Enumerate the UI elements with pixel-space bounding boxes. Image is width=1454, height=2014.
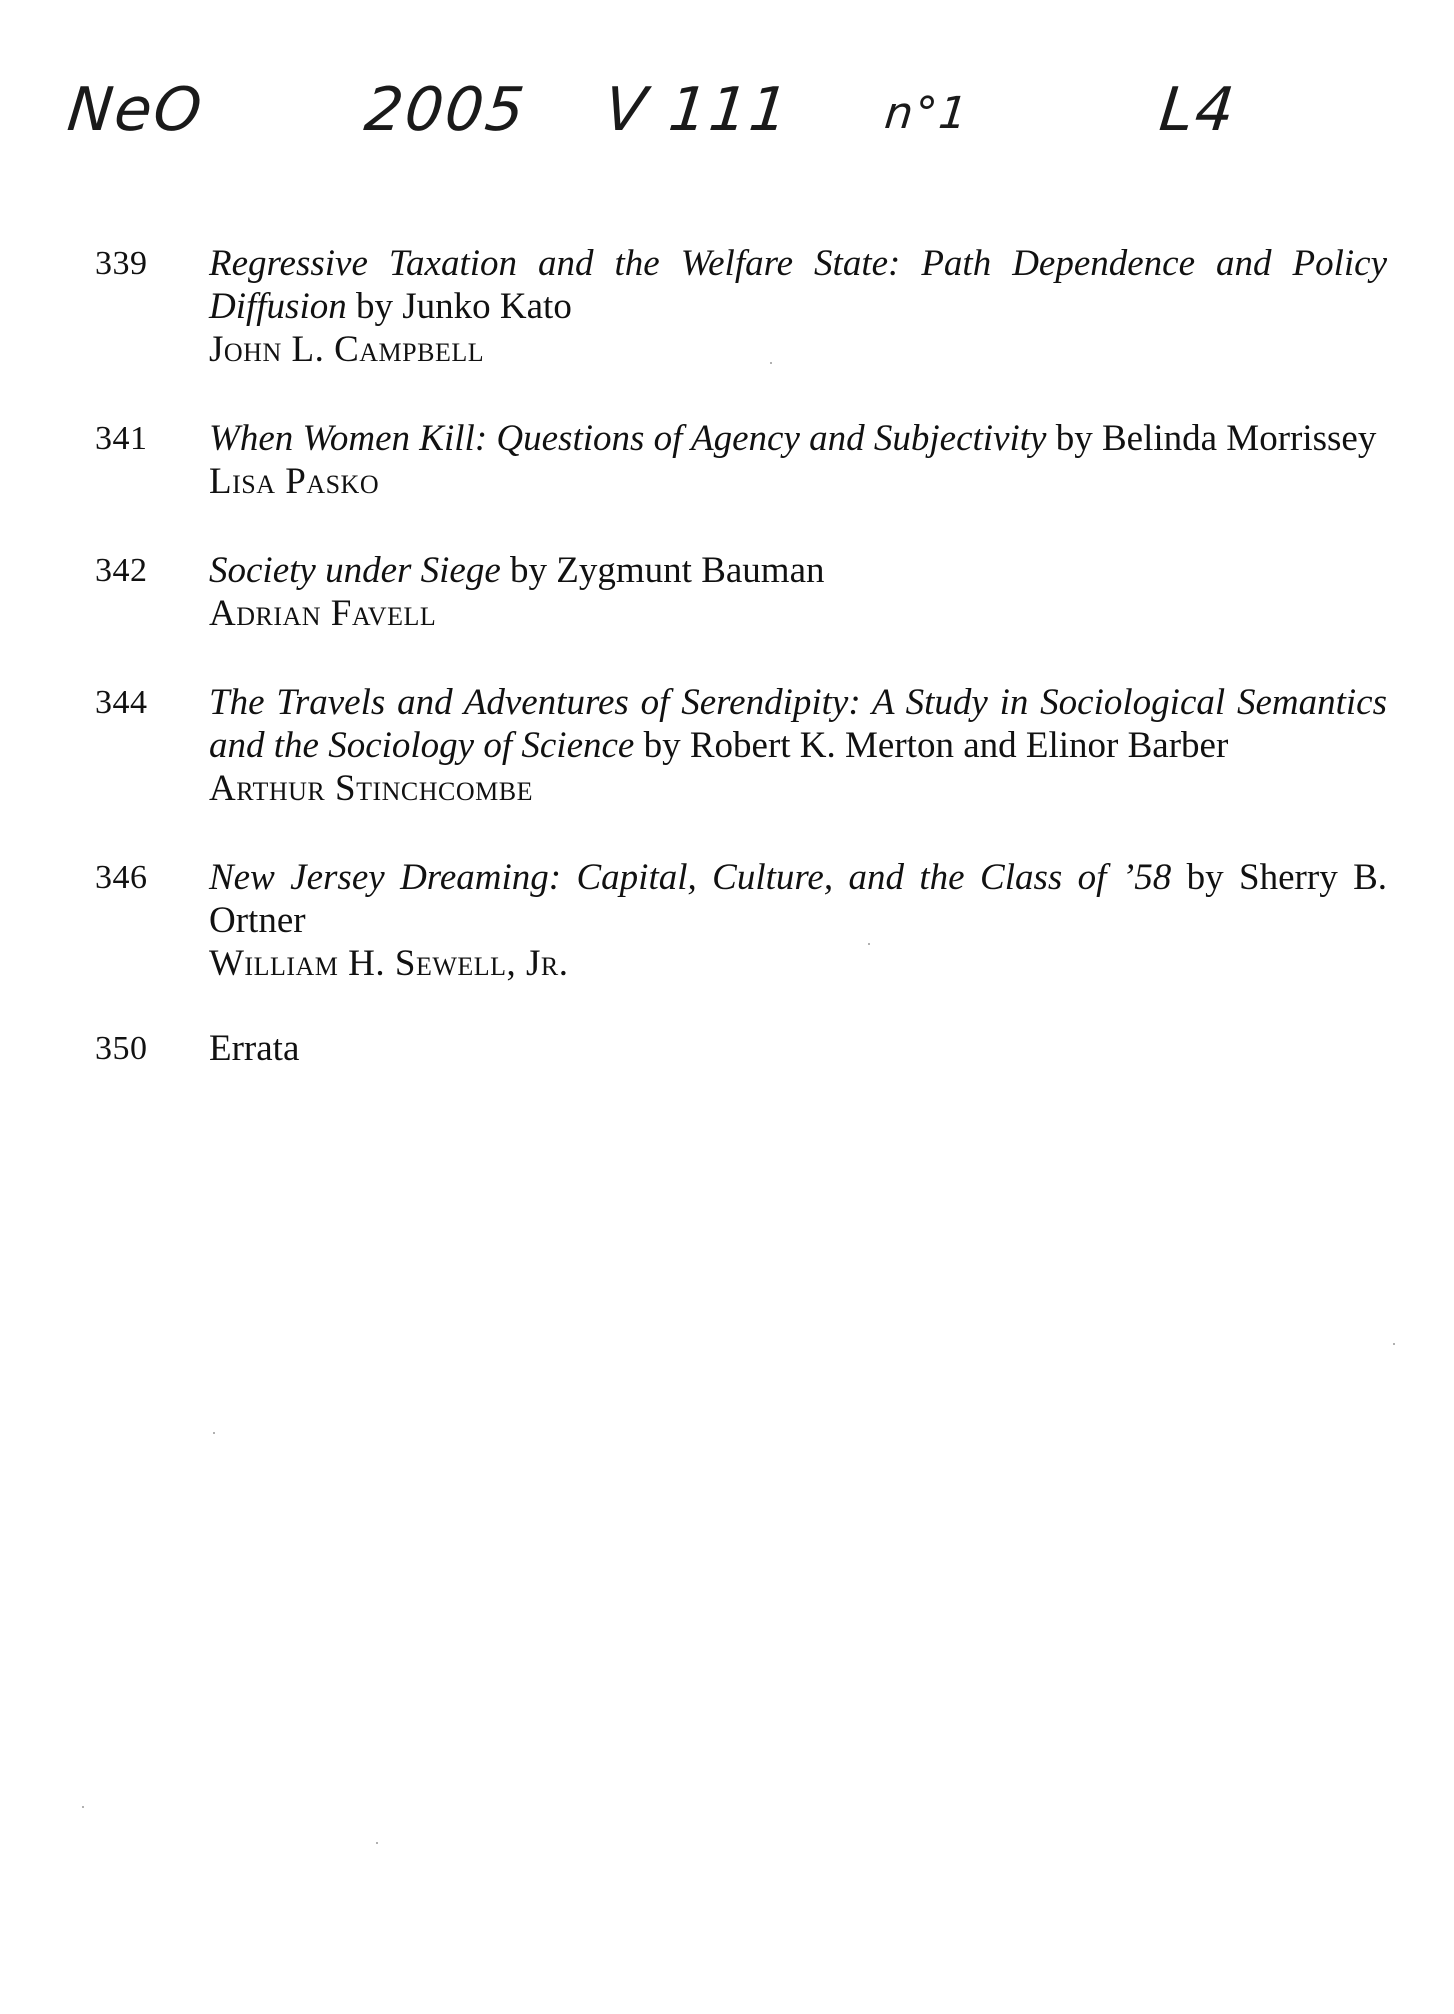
toc-entry — [95, 681, 1395, 810]
handwritten-year: 2005 — [361, 75, 530, 145]
scan-speck — [1393, 1343, 1395, 1345]
errata-label: Errata — [209, 1028, 300, 1069]
entry-citation — [209, 856, 1387, 942]
entry-page-number: 339 — [95, 245, 148, 282]
entry-citation — [209, 549, 1387, 592]
toc-entry — [95, 417, 1395, 503]
book-author: Zygmunt Bauman — [556, 550, 825, 591]
book-title: Regressive Taxation and the Welfare State: Path Dependence and Policy Diffusion — [209, 243, 1387, 327]
handwritten-volume: V 111 — [601, 75, 794, 145]
entry-citation — [209, 417, 1387, 460]
scan-speck — [213, 1432, 215, 1434]
entry-page-number: 341 — [95, 420, 148, 457]
toc-entry — [95, 242, 1395, 371]
by-word: by — [510, 550, 548, 591]
by-word: by — [1186, 857, 1224, 898]
errata-entry — [95, 1027, 1395, 1071]
entry-page-number: 342 — [95, 552, 148, 589]
entry-citation — [209, 242, 1387, 328]
scan-speck — [770, 362, 772, 364]
book-title: New Jersey Dreaming: Capital, Culture, and the Class of ’58 — [209, 857, 1172, 898]
entry-body — [209, 417, 1387, 503]
handwritten-shelf-mark: L4 — [1156, 75, 1240, 145]
reviewer-name: Arthur Stinchcombe — [209, 768, 533, 809]
toc-entry — [95, 856, 1395, 985]
handwritten-issue: n°1 — [882, 88, 972, 139]
entry-body — [209, 242, 1387, 371]
scan-speck — [868, 943, 870, 945]
entry-body — [209, 549, 1387, 635]
book-author: Belinda Morrissey — [1101, 418, 1377, 459]
book-title: The Travels and Adventures of Serendipity: A Study in Sociological Semantics and the Sociology of Science — [209, 682, 1387, 766]
entry-citation — [209, 681, 1387, 767]
entry-body — [209, 681, 1387, 810]
reviewer-name: John L. Campbell — [209, 329, 485, 370]
by-word: by — [1055, 418, 1093, 459]
reviewer-name: Adrian Favell — [209, 593, 437, 634]
entry-page-number: 344 — [95, 684, 148, 721]
toc-entry — [95, 549, 1395, 635]
reviewer-name: Lisa Pasko — [209, 461, 380, 502]
scan-speck — [376, 1842, 378, 1844]
reviewer-name: William H. Sewell, Jr. — [209, 943, 569, 984]
table-of-contents — [95, 242, 1395, 1071]
book-title: When Women Kill: Questions of Agency and Subjectivity — [209, 418, 1047, 459]
entry-page-number: 346 — [95, 859, 148, 896]
book-author: Junko Kato — [402, 286, 572, 327]
handwritten-note — [60, 60, 1290, 170]
scan-speck — [82, 1806, 84, 1808]
by-word: by — [643, 725, 681, 766]
book-author: Sherry B. Ortner — [209, 857, 1388, 941]
errata-page-number: 350 — [95, 1030, 148, 1067]
by-word: by — [356, 286, 393, 327]
handwritten-journal-code: NeO — [64, 75, 207, 145]
entry-body — [209, 856, 1387, 985]
book-author: Robert K. Merton and Elinor Barber — [689, 725, 1229, 766]
book-title: Society under Siege — [209, 550, 501, 591]
